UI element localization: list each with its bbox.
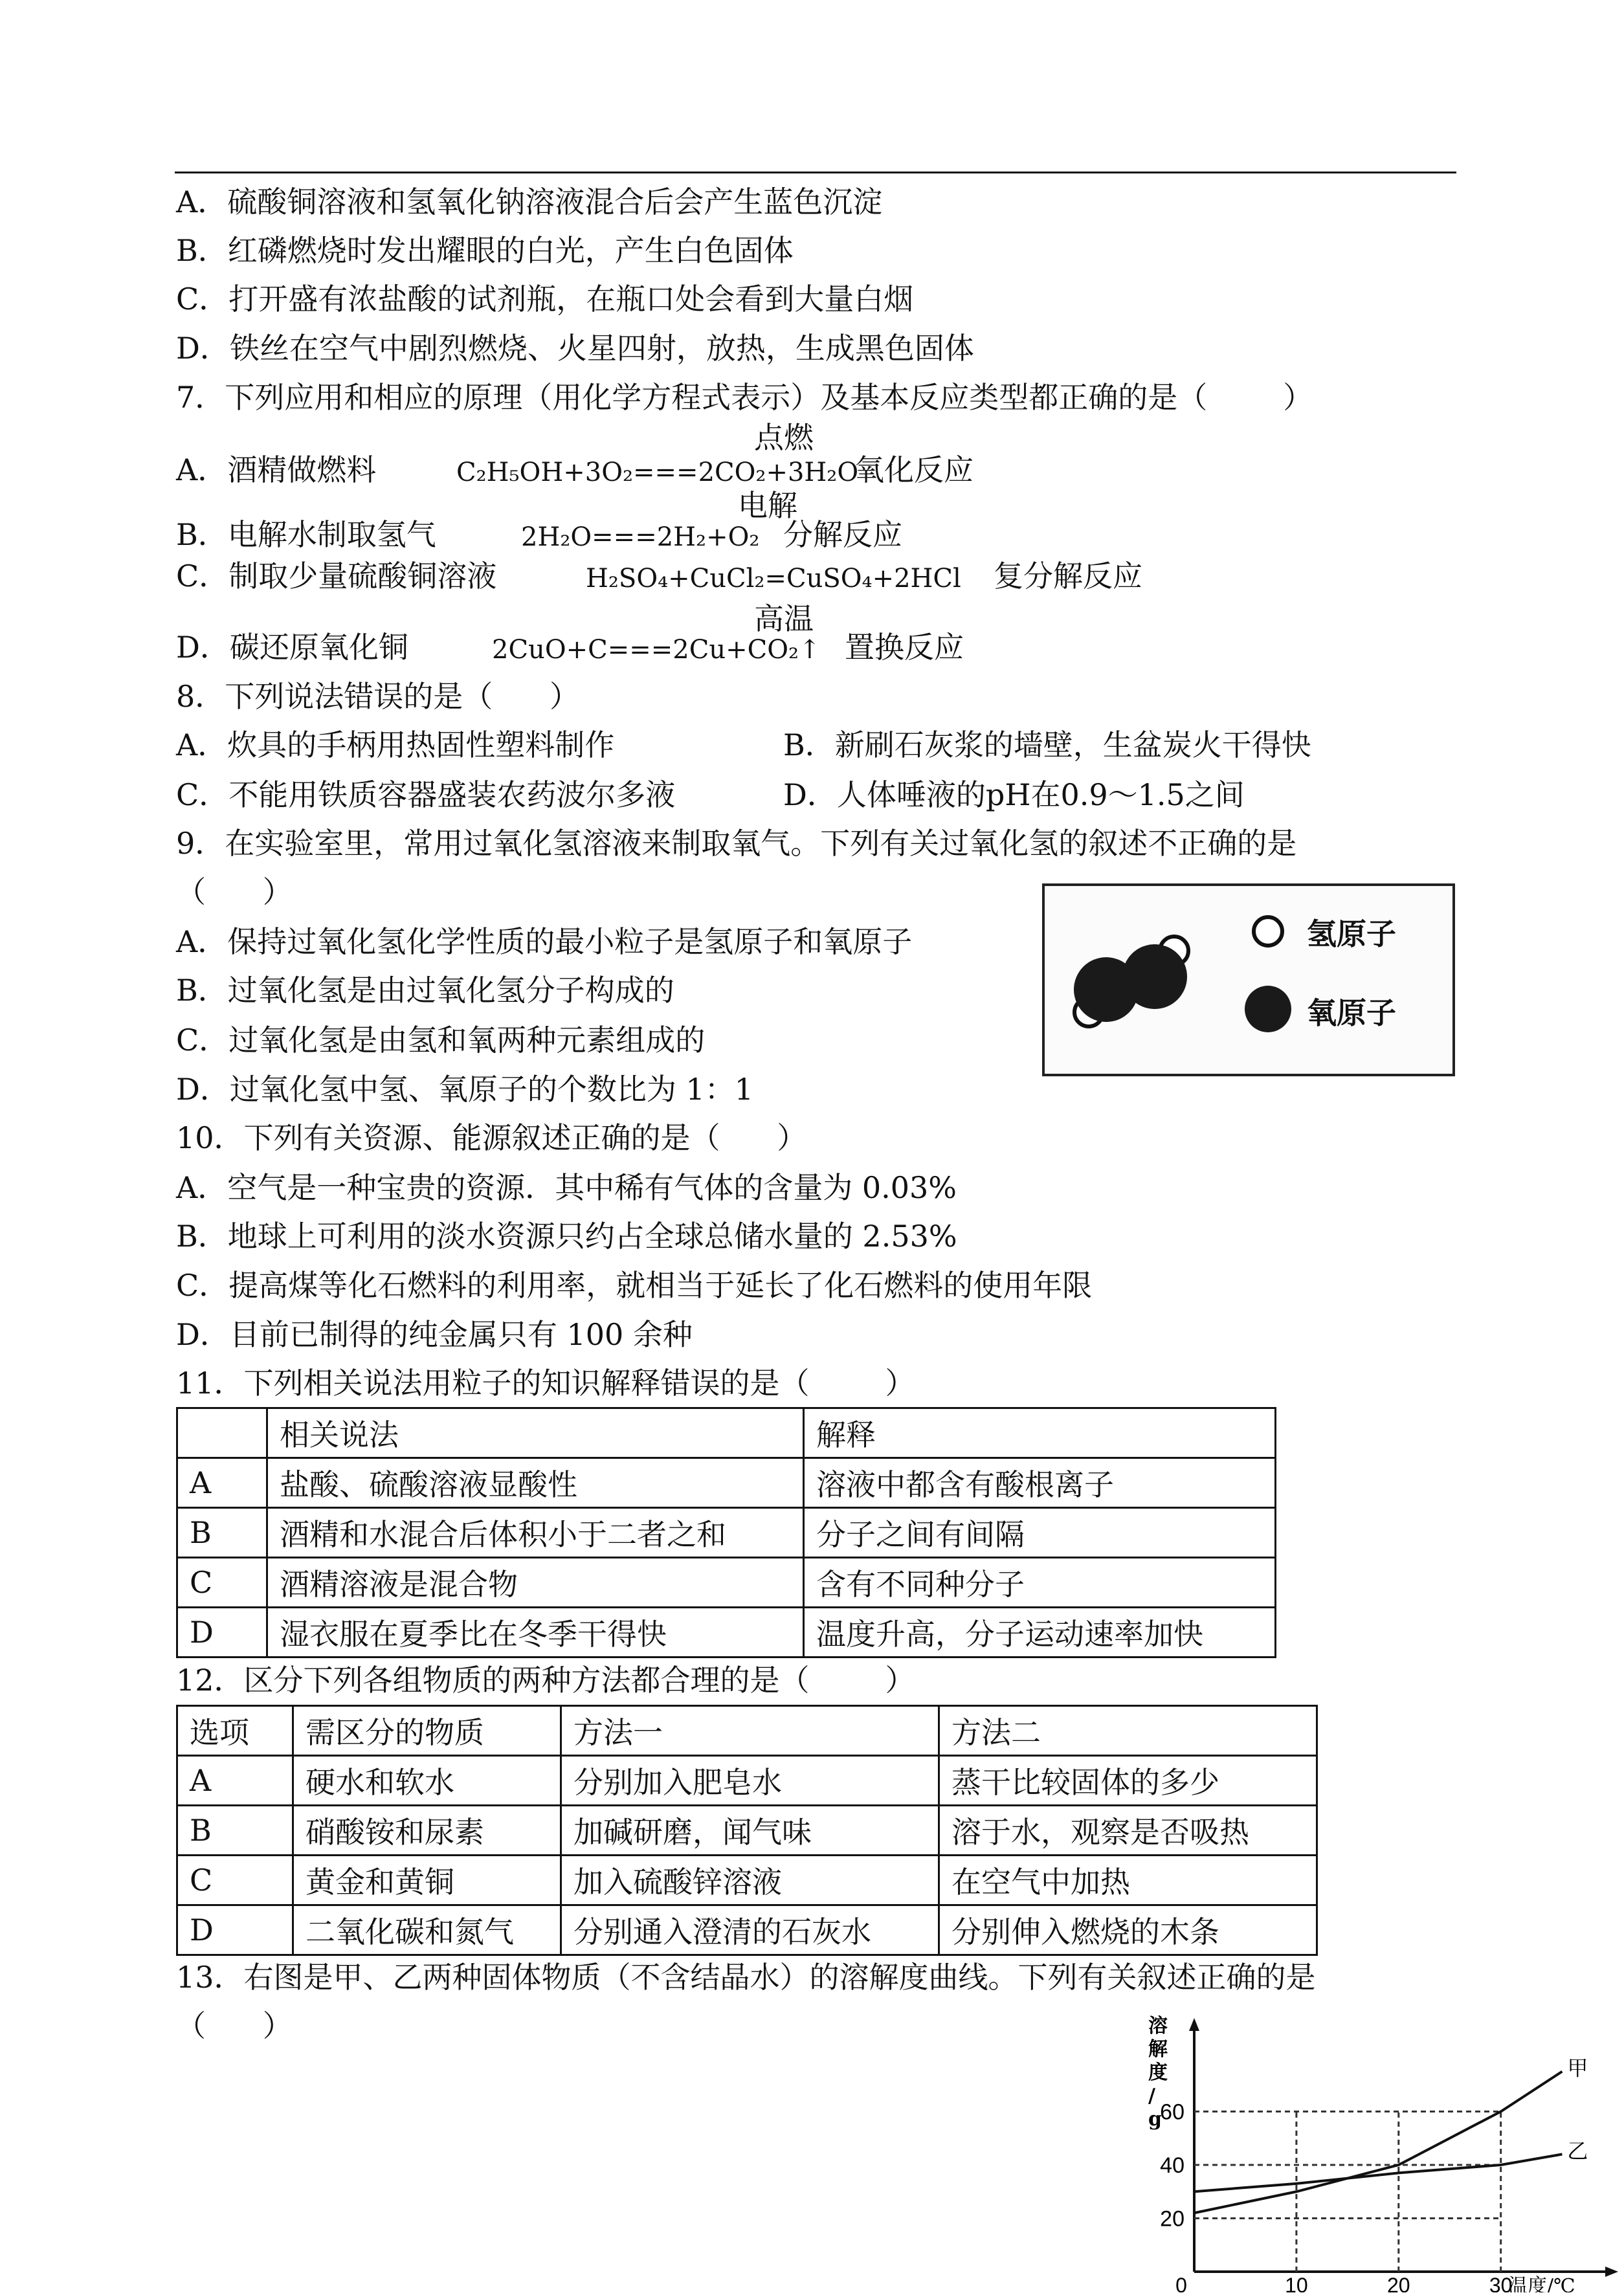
q6-option-b: B．红磷燃烧时发出耀眼的白光，产生白色固体: [176, 233, 794, 268]
y-axis-arrow: [1189, 2018, 1199, 2031]
x-tick-label: 30: [1489, 2274, 1513, 2292]
y-axis-label-char: g: [1148, 2108, 1162, 2131]
y-tick-label: 40: [1160, 2153, 1185, 2178]
table-row: [177, 1806, 1317, 1856]
table-cell: 在空气中加热: [939, 1856, 1317, 1905]
q9-stem: 9．在实验室里，常用过氧化氢溶液来制取氧气。下列有关过氧化氢的叙述不正确的是: [176, 826, 1297, 861]
series-label: 甲: [1567, 2056, 1588, 2081]
table-cell: 解释: [804, 1408, 1276, 1458]
q12-stem: 12．区分下列各组物质的两种方法都合理的是（ ）: [176, 1663, 915, 1698]
q7-c-label: C．制取少量硫酸铜溶液: [176, 559, 497, 593]
series-label: 乙: [1567, 2138, 1588, 2164]
q11-stem: 11．下列相关说法用粒子的知识解释错误的是（ ）: [176, 1366, 915, 1401]
table-cell: 蒸干比较固体的多少: [939, 1756, 1317, 1806]
q7-b-condition: 电解: [738, 488, 797, 523]
table-cell: [177, 1408, 267, 1458]
q10-option-b: B．地球上可利用的淡水资源只约占全球总储水量的 2.53%: [176, 1219, 957, 1254]
table-header-row: [177, 1706, 1317, 1756]
q10-option-a: A．空气是一种宝贵的资源．其中稀有气体的含量为 0.03%: [176, 1170, 957, 1205]
table-cell: C: [177, 1558, 267, 1608]
table-row: [177, 1508, 1276, 1558]
q7-c-type: 复分解反应: [994, 559, 1142, 593]
q7-d-type: 置换反应: [845, 630, 964, 665]
y-axis-label-char: 溶: [1148, 2015, 1168, 2037]
series-line-yi: [1194, 2155, 1562, 2192]
table-cell: 溶于水，观察是否吸热: [939, 1806, 1317, 1856]
q13-paren: （ ）: [176, 2008, 293, 2043]
table-cell: 相关说法: [267, 1408, 804, 1458]
q9-option-c: C．过氧化氢是由氢和氧两种元素组成的: [176, 1023, 706, 1058]
oxygen-legend-icon: [1245, 986, 1291, 1032]
q9-paren: （ ）: [176, 874, 293, 909]
q8-option-a: A．炊具的手柄用热固性塑料制作: [176, 727, 615, 762]
y-axis-label-char: 解: [1148, 2038, 1168, 2061]
q9-option-b: B．过氧化氢是由过氧化氢分子构成的: [176, 973, 674, 1008]
table-row: [177, 1608, 1276, 1658]
table-cell: 含有不同种分子: [804, 1558, 1276, 1608]
q7-d-label: D．碳还原氧化铜: [176, 630, 408, 665]
q7-a-condition: 点燃: [754, 420, 814, 455]
table-row: [177, 1856, 1317, 1905]
q7-a-type: 氧化反应: [854, 452, 973, 487]
table-cell: B: [177, 1508, 267, 1558]
x-tick-label: 10: [1285, 2274, 1308, 2292]
table-cell: A: [177, 1756, 293, 1806]
table-cell: 方法二: [939, 1706, 1317, 1756]
table-cell: 湿衣服在夏季比在冬季干得快: [267, 1608, 804, 1658]
table-cell: 酒精和水混合后体积小于二者之和: [267, 1508, 804, 1558]
table-cell: 酒精溶液是混合物: [267, 1558, 804, 1608]
y-axis-label-char: 度: [1148, 2061, 1168, 2084]
y-axis-label-char: /: [1148, 2085, 1155, 2107]
table-cell: 分子之间有间隔: [804, 1508, 1276, 1558]
q7-stem: 7．下列应用和相应的原理（用化学方程式表示）及基本反应类型都正确的是（ ）: [176, 380, 1313, 415]
q8-option-d: D．人体唾液的pH在0.9～1.5之间: [783, 777, 1245, 812]
q9-option-d: D．过氧化氢中氢、氧原子的个数比为 1：1: [176, 1072, 754, 1107]
q7-b-equation: 2H₂O===2H₂+O₂: [521, 522, 760, 552]
q10-option-d: D．目前已制得的纯金属只有 100 余种: [176, 1317, 693, 1352]
q10-stem: 10．下列有关资源、能源叙述正确的是（ ）: [176, 1120, 807, 1155]
solubility-chart-svg: [1139, 2013, 1624, 2292]
legend-hydrogen-label: 氢原子: [1307, 916, 1396, 951]
q10-option-c: C．提高煤等化石燃料的利用率，就相当于延长了化石燃料的使用年限: [176, 1268, 1093, 1303]
q9-option-a: A．保持过氧化氢化学性质的最小粒子是氢原子和氧原子: [176, 924, 913, 959]
q7-b-label: B．电解水制取氢气: [176, 517, 436, 552]
table-cell: 选项: [177, 1706, 293, 1756]
solubility-chart: [1139, 2013, 1624, 2292]
q8-option-c: C．不能用铁质容器盛装农药波尔多液: [176, 777, 676, 812]
y-tick-label: 60: [1160, 2100, 1185, 2125]
table-row: [177, 1458, 1276, 1508]
x-tick-label: 0: [1175, 2274, 1187, 2292]
q7-c-equation: H₂SO₄+CuCl₂=CuSO₄+2HCl: [586, 564, 961, 593]
q7-a-equation: C₂H₅OH+3O₂===2CO₂+3H₂O: [456, 458, 859, 487]
hydrogen-legend-icon: [1254, 917, 1282, 946]
table-cell: 硬水和软水: [293, 1756, 561, 1806]
table-cell: C: [177, 1856, 293, 1905]
table-row: [177, 1558, 1276, 1608]
q6-option-d: D．铁丝在空气中剧烈燃烧、火星四射，放热，生成黑色固体: [176, 331, 974, 366]
table-row: [177, 1905, 1317, 1955]
q7-d-equation: 2CuO+C===2Cu+CO₂↑: [492, 635, 821, 665]
q8-stem: 8．下列说法错误的是（ ）: [176, 679, 579, 714]
q6-option-c: C．打开盛有浓盐酸的试剂瓶，在瓶口处会看到大量白烟: [176, 282, 914, 316]
q8-option-b: B．新刷石灰浆的墙壁，生盆炭火干得快: [783, 727, 1311, 762]
legend-oxygen-label: 氧原子: [1307, 995, 1396, 1030]
table-cell: B: [177, 1806, 293, 1856]
series-line-jia: [1194, 2072, 1562, 2213]
table-cell: A: [177, 1458, 267, 1508]
table-cell: 溶液中都含有酸根离子: [804, 1458, 1276, 1508]
table-cell: D: [177, 1608, 267, 1658]
table-cell: 分别伸入燃烧的木条: [939, 1905, 1317, 1955]
table-cell: 分别通入澄清的石灰水: [561, 1905, 939, 1955]
table-cell: 加碱研磨，闻气味: [561, 1806, 939, 1856]
y-tick-label: 20: [1160, 2206, 1185, 2232]
table-cell: D: [177, 1905, 293, 1955]
table-cell: 硝酸铵和尿素: [293, 1806, 561, 1856]
table-cell: 方法一: [561, 1706, 939, 1756]
q12-table: [176, 1705, 1318, 1956]
table-cell: 温度升高，分子运动速率加快: [804, 1608, 1276, 1658]
q11-table: [176, 1407, 1276, 1658]
table-cell: 二氧化碳和氮气: [293, 1905, 561, 1955]
header-rule: [175, 172, 1456, 173]
table-cell: 需区分的物质: [293, 1706, 561, 1756]
table-row: [177, 1756, 1317, 1806]
x-axis-arrow: [1605, 2267, 1618, 2277]
q7-b-type: 分解反应: [783, 517, 902, 552]
x-tick-label: 20: [1386, 2274, 1410, 2292]
table-cell: 分别加入肥皂水: [561, 1756, 939, 1806]
table-cell: 黄金和黄铜: [293, 1856, 561, 1905]
q13-stem: 13．右图是甲、乙两种固体物质（不含结晶水）的溶解度曲线。下列有关叙述正确的是: [176, 1960, 1316, 1995]
q6-option-a: A．硫酸铜溶液和氢氧化钠溶液混合后会产生蓝色沉淀: [176, 184, 883, 219]
table-header-row: [177, 1408, 1276, 1458]
table-cell: 加入硫酸锌溶液: [561, 1856, 939, 1905]
table-cell: 盐酸、硫酸溶液显酸性: [267, 1458, 804, 1508]
molecule-model-figure: [1042, 883, 1455, 1076]
x-axis-label: 温度/℃: [1508, 2275, 1575, 2292]
q7-a-label: A．酒精做燃料: [176, 452, 377, 487]
q7-d-condition: 高温: [754, 601, 814, 636]
